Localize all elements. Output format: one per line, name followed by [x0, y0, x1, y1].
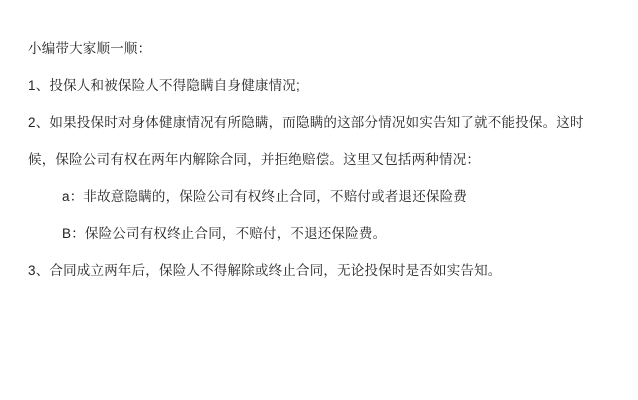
paragraph-item-1: 1、投保人和被保险人不得隐瞒自身健康情况;	[28, 78, 300, 93]
paragraph-sub-b: B：保险公司有权终止合同，不赔付，不退还保险费。	[62, 226, 387, 241]
paragraph-item-2: 2、如果投保时对身体健康情况有所隐瞒，而隐瞒的这部分情况如实告知了就不能投保。这时候，保险公司有权在两年内解除合同，并拒绝赔偿。这里又包括两种情况：	[28, 115, 584, 167]
paragraph-item-3: 3、合同成立两年后，保险人不得解除或终止合同，无论投保时是否如实告知。	[28, 263, 502, 278]
paragraph-sub-a: a：非故意隐瞒的，保险公司有权终止合同，不赔付或者退还保险费	[62, 189, 468, 204]
paragraph-intro: 小编带大家顺一顺：	[28, 41, 152, 56]
document-body	[28, 30, 610, 289]
